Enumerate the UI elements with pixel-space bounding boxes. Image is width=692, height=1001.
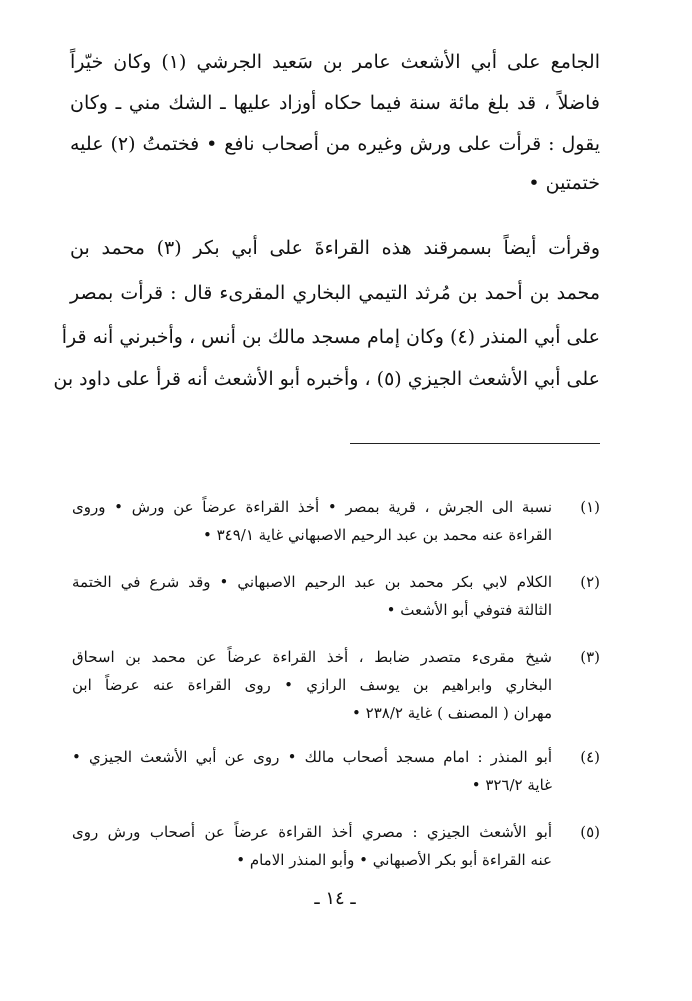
footnote-text — [72, 643, 552, 727]
footnote-number: (٥) — [580, 823, 600, 841]
text-line: على أبي المنذر (٤) وكان إمام مسجد مالك بن أنس ، وأخبرني أنه قرأ — [61, 326, 600, 348]
footnote-number: (٤) — [580, 748, 600, 766]
footnote-text — [72, 493, 552, 549]
text-line: الجامع على أبي الأشعث عامر بن سَعيد الجرشي (١) وكان خيّراً — [70, 51, 600, 73]
text-line: ختمتين • — [528, 172, 600, 194]
footnote-text — [72, 568, 552, 624]
footnote-separator — [350, 443, 600, 444]
text-line: وقرأت أيضاً بسمرقند هذه القراءةَ على أبي بكر (٣) محمد بن — [70, 237, 600, 259]
footnote-line: الكلام لابي بكر محمد بن عبد الرحيم الاصبهاني • وقد شرع في الختمة — [72, 573, 552, 591]
text-line: يقول : قرأت على ورش وغيره من أصحاب نافع • فختمتُ (٢) عليه — [70, 133, 601, 155]
footnote-line: مهران ( المصنف ) غاية ٢٣٨/٢ • — [352, 704, 552, 722]
footnote-line: القراءة عنه محمد بن عبد الرحيم الاصبهاني غاية ٣٤٩/١ • — [202, 526, 552, 544]
text-line: فاضلاً ، قد بلغ مائة سنة فيما حكاه أوزاد عليها ـ الشك مني ـ وكان — [70, 92, 600, 114]
page-number: ـ ١٤ ـ — [314, 888, 356, 909]
text-line: على أبي الأشعث الجيزي (٥) ، وأخبره أبو الأشعث أنه قرأ على داود بن — [53, 368, 600, 390]
footnote-line: غاية ٣٢٦/٢ • — [471, 776, 552, 794]
footnote-line: شيخ مقرىء متصدر ضابط ، أخذ القراءة عرضاً عن محمد بن اسحاق — [72, 648, 552, 666]
footnote-number: (١) — [580, 498, 600, 516]
text-line: محمد بن أحمد بن مُرثد التيمي البخاري المقرىء قال : قرأت بمصر — [70, 282, 600, 304]
footnote-line: الثالثة فتوفي أبو الأشعث • — [386, 601, 552, 619]
footnote-line: البخاري وابراهيم بن يوسف الرازي • روى القراءة عنه عرضاً ابن — [72, 676, 552, 694]
footnote-number: (٣) — [580, 648, 600, 666]
footnote-text — [72, 818, 552, 874]
footnote-line: أبو الأشعث الجيزي : مصري أخذ القراءة عرضاً عن أصحاب ورش روى — [72, 823, 552, 841]
footnote-line: أبو المنذر : امام مسجد أصحاب مالك • روى عن أبي الأشعث الجيزي • — [72, 748, 552, 766]
footnote-line: نسبة الى الجرش ، قرية بمصر • أخذ القراءة عرضاً عن ورش • وروى — [72, 498, 552, 516]
footnote-number: (٢) — [580, 573, 600, 591]
footnote-line: عنه القراءة أبو بكر الأصبهاني • وأبو المنذر الامام • — [236, 851, 552, 869]
footnote-text — [72, 743, 552, 799]
